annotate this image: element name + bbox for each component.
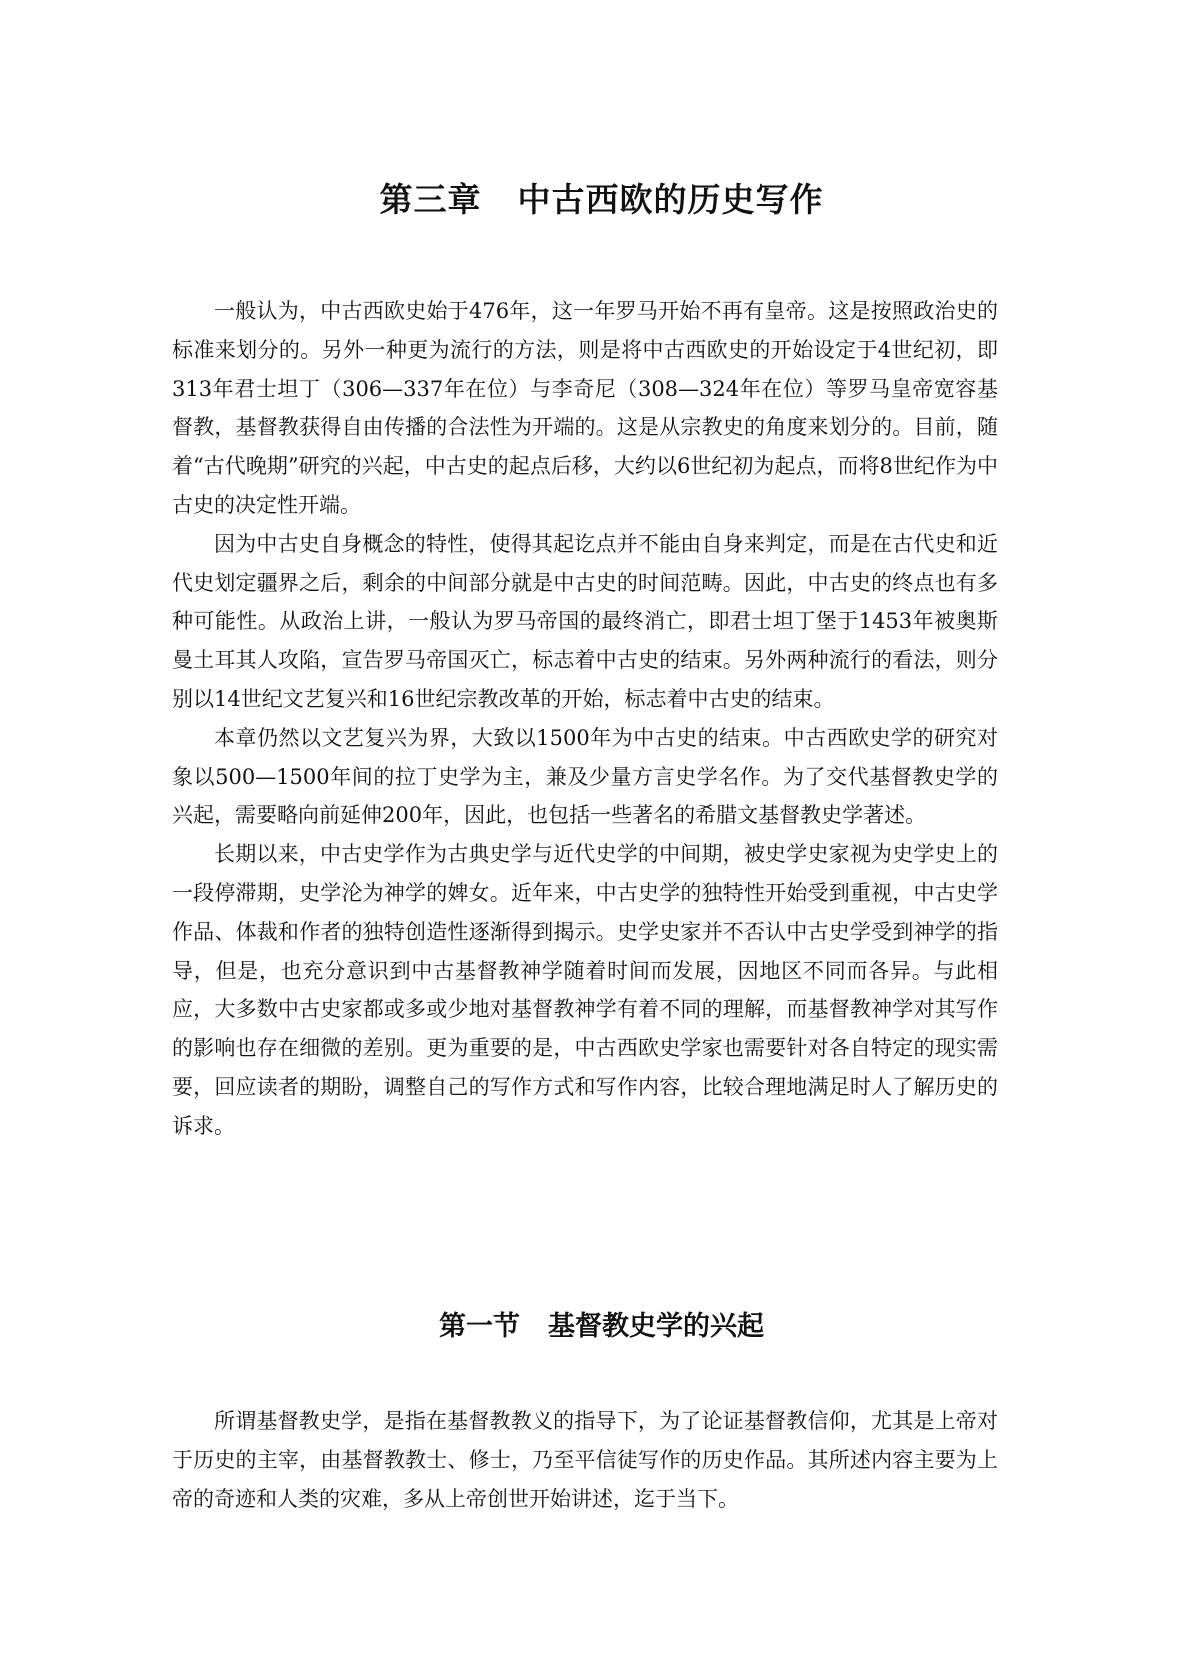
chapter-number: 第三章 <box>379 180 482 219</box>
paragraph: 因为中古史自身概念的特性，使得其起讫点并不能由自身来判定，而是在古代史和近代史划定疆界之后，剩余的中间部分就是中古史的时间范畴。因此，中古史的终点也有多种可能性。从政治上讲，一般认为罗马帝国的最终消亡，即君士坦丁堡于1453年被奥斯曼土耳其人攻陷，宣告罗马帝国灭亡，标志着中古史的结束。另外两种流行的看法，则分别以14世纪文艺复兴和16世纪宗教改革的开始，标志着中古史的结束。 <box>172 531 998 711</box>
section-title <box>0 1304 1203 1343</box>
chapter-title <box>0 174 1203 221</box>
section-body <box>172 1402 998 1518</box>
paragraph: 长期以来，中古史学作为古典史学与近代史学的中间期，被史学史家视为史学史上的一段停滞期，史学沦为神学的婢女。近年来，中古史学的独特性开始受到重视，中古史学作品、体裁和作者的独特创造性逐渐得到揭示。史学史家并不否认中古史学受到神学的指导，但是，也充分意识到中古基督教神学随着时间而发展，因地区不同而各异。与此相应，大多数中古史家都或多或少地对基督教神学有着不同的理解，而基督教神学对其写作的影响也存在细微的差别。更为重要的是，中古西欧史学家也需要针对各自特定的现实需要，回应读者的期盼，调整自己的写作方式和写作内容，比较合理地满足时人了解历史的诉求。 <box>172 842 998 1138</box>
section-number: 第一节 <box>439 1311 520 1342</box>
paragraph: 所谓基督教史学，是指在基督教教义的指导下，为了论证基督教信仰，尤其是上帝对于历史的主宰，由基督教教士、修士，乃至平信徒写作的历史作品。其所述内容主要为上帝的奇迹和人类的灾难，多从上帝创世开始讲述，迄于当下。 <box>172 1409 998 1511</box>
section-name: 基督教史学的兴起 <box>548 1311 764 1342</box>
chapter-name: 中古西欧的历史写作 <box>517 180 824 219</box>
chapter-intro <box>172 292 998 1146</box>
paragraph: 一般认为，中古西欧史始于476年，这一年罗马开始不再有皇帝。这是按照政治史的标准来划分的。另外一种更为流行的方法，则是将中古西欧史的开始设定于4世纪初，即313年君士坦丁（306—337年在位）与李奇尼（308—324年在位）等罗马皇帝宽容基督教，基督教获得自由传播的合法性为开端的。这是从宗教史的角度来划分的。目前，随着“古代晚期”研究的兴起，中古史的起点后移，大约以6世纪初为起点，而将8世纪作为中古史的决定性开端。 <box>172 299 998 517</box>
paragraph: 本章仍然以文艺复兴为界，大致以1500年为中古史的结束。中古西欧史学的研究对象以500—1500年间的拉丁史学为主，兼及少量方言史学名作。为了交代基督教史学的兴起，需要略向前延伸200年，因此，也包括一些著名的希腊文基督教史学著述。 <box>172 725 998 828</box>
